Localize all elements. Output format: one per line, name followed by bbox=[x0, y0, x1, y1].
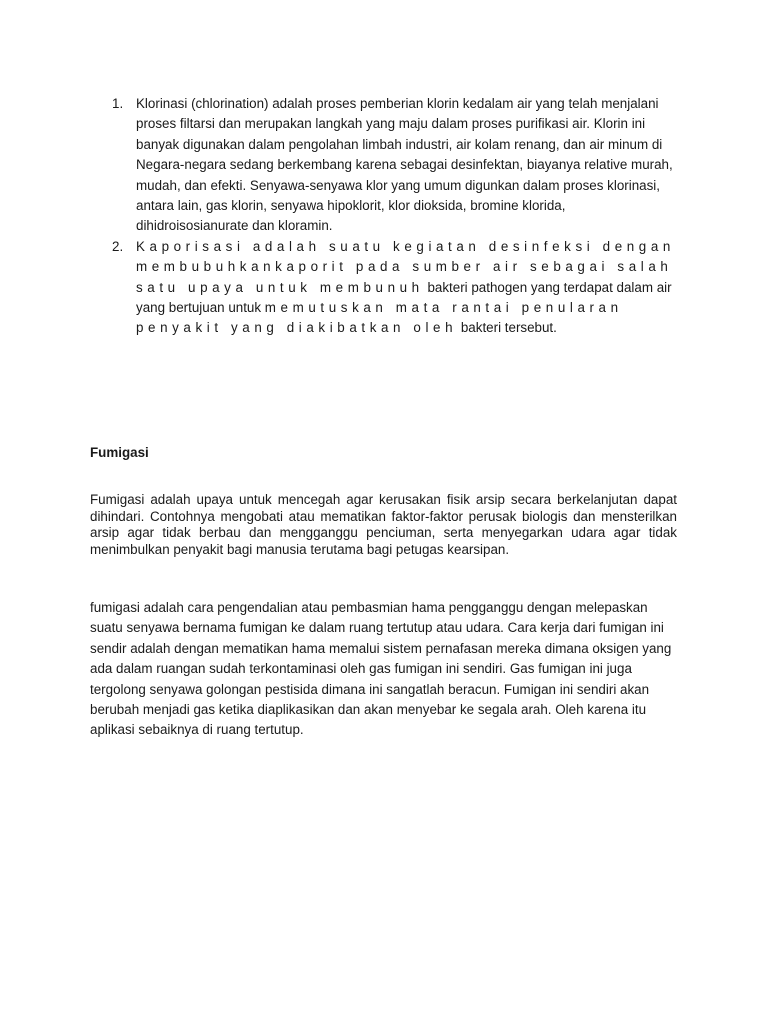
list-item-text: Klorinasi (chlorination) adalah proses pemberian klorin kedalam air yang telah menjalani proses filtarsi dan merupakan langkah yang maju dalam proses purifikasi air. Klorin ini banyak digunakan dalam pengolahan limbah industri, air kolam renang, dan air minum di Negara-negara sedang berkembang karena sebagai desinfektan, biayanya relative murah, mudah, dan efekti. Senyawa-senyawa klor yang umum digunkan dalam proses klorinasi, antara lain, gas klorin, senyawa hipoklorit, klor dioksida, bromine klorida, dihidroisosianurate dan kloramin. bbox=[136, 96, 673, 234]
list-item-kaporisasi bbox=[108, 237, 680, 339]
section-title-fumigasi: Fumigasi bbox=[90, 445, 149, 460]
text-segment: bakteri pathogen yang terdapat dalam air yang bertujuan untuk bbox=[136, 279, 672, 316]
list-item-text bbox=[136, 237, 680, 339]
list-item-klorinasi bbox=[108, 94, 680, 237]
text-segment-spaced: memutuskan mata rantai penularan penyakit yang diakibatkan oleh bbox=[136, 300, 623, 336]
list-number: 1. bbox=[112, 96, 124, 111]
paragraph-fumigasi-definition: Fumigasi adalah upaya untuk mencegah agar kerusakan fisik arsip secara berkelanjutan dapat dihindari. Contohnya mengobati atau mematikan faktor-faktor perusak biologis dan mensterilkan arsip agar tidak berbau dan mengganggu penciuman, serta menyegarkan udara agar tidak menimbulkan penyakit bagi manusia terutama bagi petugas kearsipan. bbox=[90, 492, 677, 558]
numbered-list bbox=[108, 94, 680, 339]
text-segment-spaced: Kaporisasi adalah suatu kegiatan desinfeksi dengan membubuhkankaporit pada sumber air sebagai salah satu upaya untuk membunuh bbox=[136, 238, 675, 295]
text-segment: bakteri tersebut. bbox=[457, 320, 557, 336]
list-number: 2. bbox=[112, 238, 124, 254]
paragraph-fumigasi-explanation: fumigasi adalah cara pengendalian atau pembasmian hama pengganggu dengan melepaskan suatu senyawa bernama fumigan ke dalam ruang tertutup atau udara. Cara kerja dari fumigan ini sendir adalah dengan mematikan hama memalui sistem pernafasan mereka dimana oksigen yang ada dalam ruangan sudah terkontaminasi oleh gas fumigan ini sendiri. Gas fumigan ini juga tergolong senyawa golongan pestisida dimana ini sangatlah beracun. Fumigan ini sendiri akan berubah menjadi gas ketika diaplikasikan dan akan menyebar ke segala arah. Oleh karena itu aplikasi sebaiknya di ruang tertutup. bbox=[90, 600, 672, 738]
